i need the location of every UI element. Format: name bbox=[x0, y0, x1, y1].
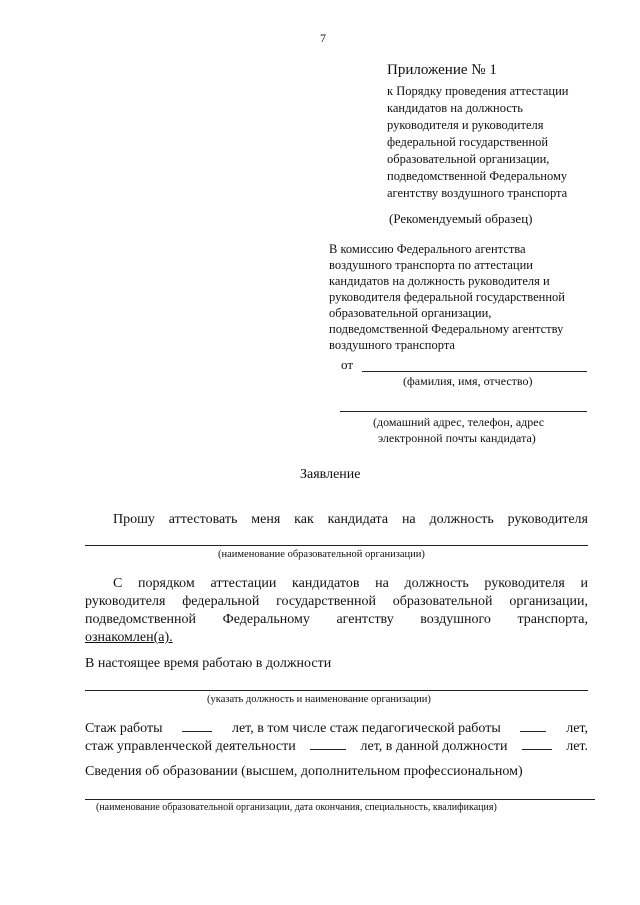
experience-line-1 bbox=[85, 719, 588, 737]
appendix-title: Приложение № 1 bbox=[387, 62, 497, 78]
sample-note: (Рекомендуемый образец) bbox=[389, 211, 533, 226]
education-field-line[interactable] bbox=[85, 799, 595, 800]
appendix-line: образовательной организации, bbox=[387, 152, 550, 166]
addressee-line: воздушного транспорта bbox=[329, 338, 455, 352]
name-caption: (фамилия, имя, отчество) bbox=[403, 374, 533, 388]
organization-field-line[interactable] bbox=[85, 545, 588, 546]
education-text: Сведения об образовании (высшем, дополнительном профессиональном) bbox=[85, 764, 523, 779]
addressee-line: В комиссию Федерального агентства bbox=[329, 242, 526, 256]
exp-label: Стаж работы bbox=[85, 721, 163, 736]
appendix-line: к Порядку проведения аттестации bbox=[387, 84, 569, 98]
position-field-line[interactable] bbox=[85, 690, 588, 691]
education-caption: (наименование образовательной организации, дата окончания, специальность, квалификация) bbox=[96, 802, 497, 813]
current-position-years-field[interactable] bbox=[522, 737, 552, 750]
appendix-line: федеральной государственной bbox=[387, 135, 549, 149]
addressee-line: воздушного транспорта по аттестации bbox=[329, 258, 533, 272]
position-caption: (указать должность и наименование организации) bbox=[207, 694, 431, 705]
addressee-line: образовательной организации, bbox=[329, 306, 492, 320]
appendix-line: агентству воздушного транспорта bbox=[387, 186, 568, 200]
exp-label: лет, в данной должности bbox=[360, 739, 508, 754]
total-years-field[interactable] bbox=[182, 719, 212, 732]
ack-line: С порядком аттестации кандидатов на должность руководителя и bbox=[113, 576, 588, 591]
contact-caption: (домашний адрес, телефон, адрес bbox=[373, 415, 545, 429]
exp-label: стаж управленческой деятельности bbox=[85, 739, 296, 754]
addressee-line: руководителя федеральной государственной bbox=[329, 290, 565, 304]
ack-line: ознакомлен(а). bbox=[85, 630, 173, 645]
current-position-text: В настоящее время работаю в должности bbox=[85, 656, 332, 671]
addressee-line: кандидатов на должность руководителя и bbox=[329, 274, 550, 288]
exp-label: лет, bbox=[566, 721, 588, 736]
addressee-line: подведомственной Федеральному агентству bbox=[329, 322, 564, 336]
appendix-line: подведомственной Федеральному bbox=[387, 169, 568, 183]
organization-caption: (наименование образовательной организации) bbox=[218, 549, 425, 560]
ack-line: руководителя федеральной государственной образовательной организации, bbox=[85, 594, 588, 609]
ack-line: подведомственной Федеральному агентству воздушного транспорта, bbox=[85, 612, 588, 627]
name-field-line[interactable] bbox=[362, 371, 587, 372]
management-years-field[interactable] bbox=[310, 737, 346, 750]
appendix-line: руководителя и руководителя bbox=[387, 118, 544, 132]
from-label: от bbox=[341, 357, 354, 372]
experience-line-2 bbox=[85, 737, 588, 755]
contact-caption: электронной почты кандидата) bbox=[378, 431, 536, 445]
page-number: 7 bbox=[320, 31, 326, 45]
document-title: Заявление bbox=[300, 467, 361, 482]
contact-field-line[interactable] bbox=[340, 411, 587, 412]
appendix-line: кандидатов на должность bbox=[387, 101, 523, 115]
exp-label: лет, в том числе стаж педагогической работы bbox=[231, 721, 501, 736]
request-text: Прошу аттестовать меня как кандидата на должность руководителя bbox=[113, 512, 588, 527]
exp-label: лет. bbox=[566, 739, 588, 754]
teaching-years-field[interactable] bbox=[520, 719, 546, 732]
